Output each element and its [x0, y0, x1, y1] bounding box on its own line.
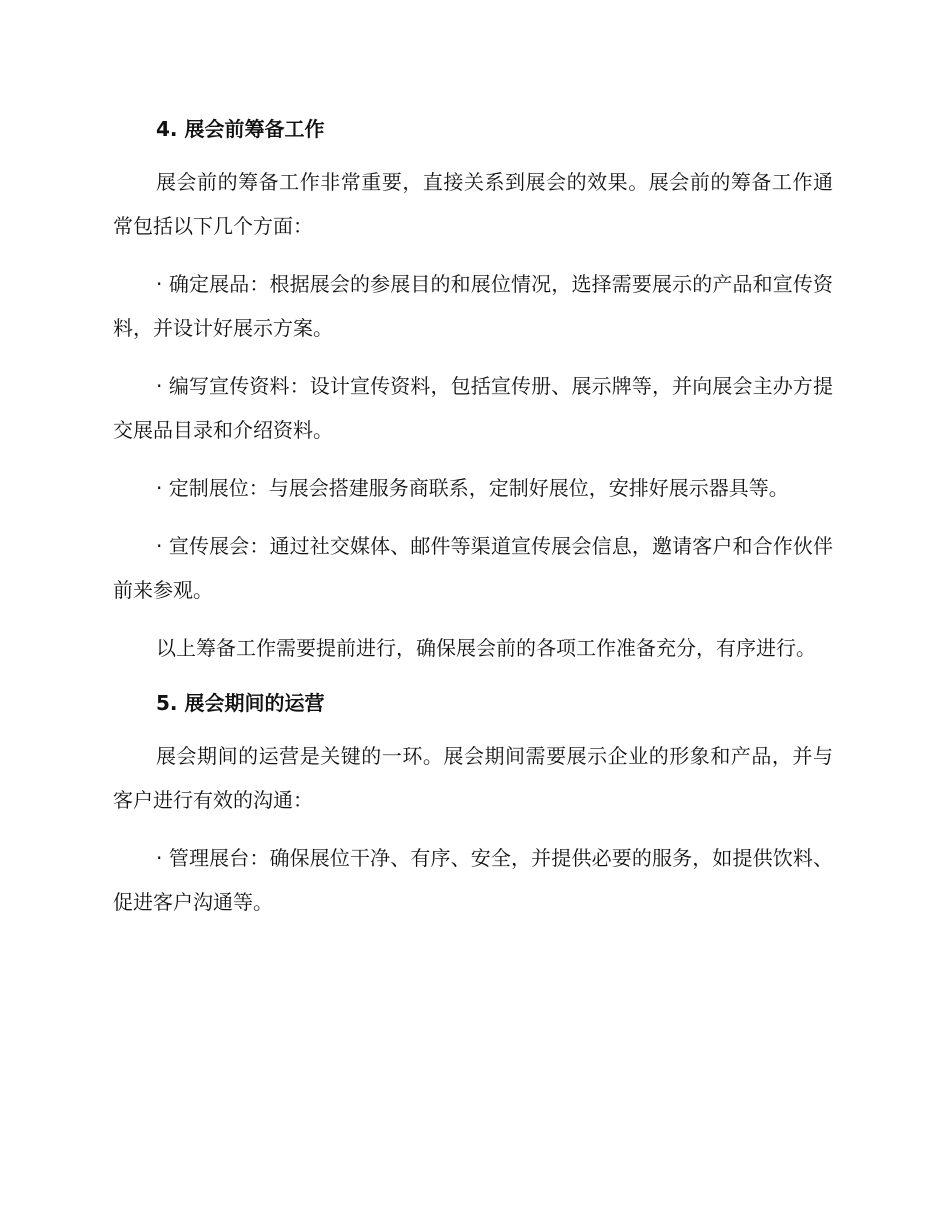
bullet-manage-booth: · 管理展台：确保展位干净、有序、安全，并提供必要的服务，如提供饮料、促进客户沟通等。 [113, 846, 833, 914]
bullet-determine-exhibits: · 确定展品：根据展会的参展目的和展位情况，选择需要展示的产品和宣传资料，并设计好展示方案。 [113, 272, 833, 340]
bullet-customize-booth: · 定制展位：与展会搭建服务商联系，定制好展位，安排好展示器具等。 [156, 476, 789, 500]
paragraph-intro-operations: 展会期间的运营是关键的一环。展会期间需要展示企业的形象和产品，并与客户进行有效的沟通： [113, 744, 833, 812]
section-heading-4: 4. 展会前筹备工作 [156, 117, 325, 141]
paragraph-intro-prep: 展会前的筹备工作非常重要，直接关系到展会的效果。展会前的筹备工作通常包括以下几个方面： [113, 170, 833, 238]
section-heading-5: 5. 展会期间的运营 [156, 691, 325, 715]
bullet-write-promo-materials: · 编写宣传资料：设计宣传资料，包括宣传册、展示牌等，并向展会主办方提交展品目录和介绍资料。 [113, 374, 833, 442]
paragraph-prep-summary: 以上筹备工作需要提前进行，确保展会前的各项工作准备充分，有序进行。 [156, 636, 816, 660]
document-body [113, 110, 833, 924]
bullet-promote-exhibition: · 宣传展会：通过社交媒体、邮件等渠道宣传展会信息，邀请客户和合作伙伴前来参观。 [113, 534, 833, 602]
